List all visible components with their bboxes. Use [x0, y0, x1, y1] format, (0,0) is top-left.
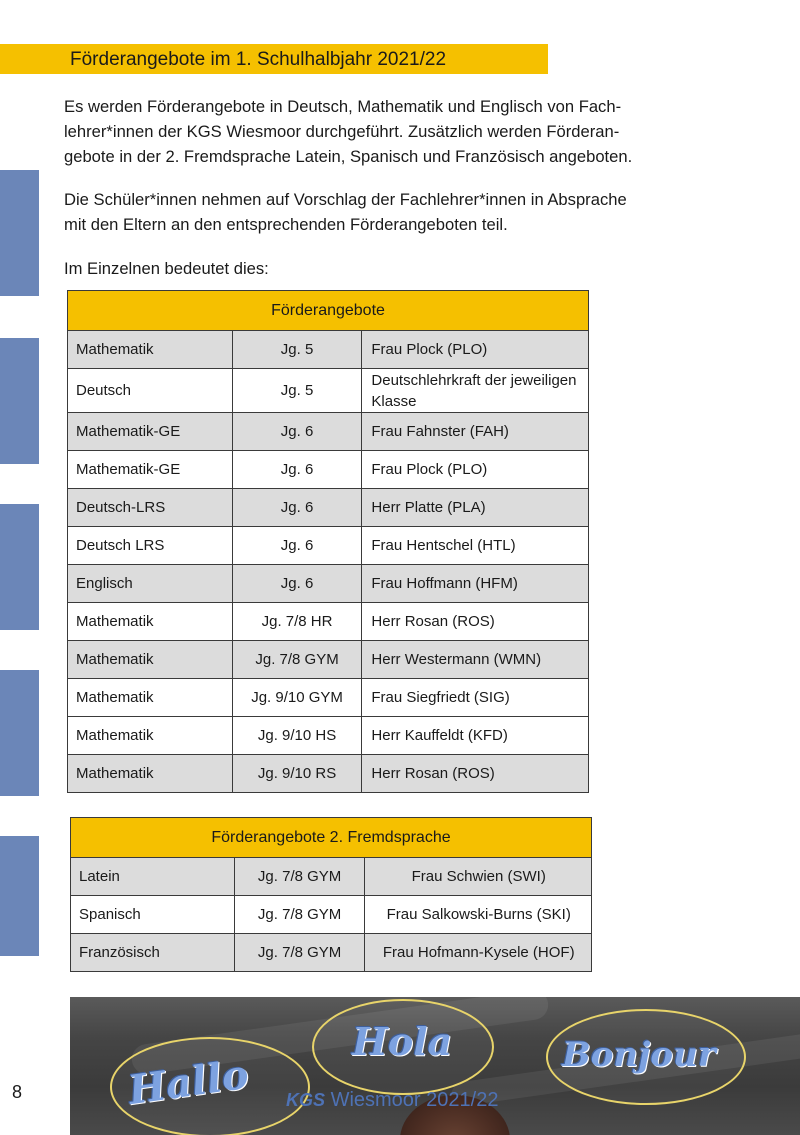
foerderangebote-table — [67, 290, 589, 793]
teacher-cell: Frau Hentschel (HTL) — [362, 527, 589, 565]
subject-cell: Mathematik — [68, 331, 233, 369]
grade-cell: Jg. 6 — [232, 413, 362, 451]
grade-cell: Jg. 6 — [232, 489, 362, 527]
table-row — [68, 331, 589, 369]
side-tab — [0, 504, 39, 630]
subject-cell: Mathematik-GE — [68, 413, 233, 451]
subject-cell: Mathematik — [68, 755, 233, 793]
grade-cell: Jg. 7/8 GYM — [234, 896, 365, 934]
intro-paragraph-2 — [64, 187, 724, 237]
teacher-cell: Frau Plock (PLO) — [362, 331, 589, 369]
subject-cell: Latein — [71, 858, 235, 896]
table-header-row — [71, 818, 592, 858]
grade-cell: Jg. 7/8 GYM — [232, 641, 362, 679]
grade-cell: Jg. 7/8 HR — [232, 603, 362, 641]
page-title: Förderangebote im 1. Schulhalbjahr 2021/22 — [0, 44, 548, 74]
teacher-cell: Frau Hofmann-Kysele (HOF) — [365, 934, 592, 972]
intro-line: mit den Eltern an den entsprechenden Förderangeboten teil. — [64, 215, 508, 234]
table-row — [68, 489, 589, 527]
intro-paragraph-1 — [64, 94, 724, 169]
teacher-cell: Frau Plock (PLO) — [362, 451, 589, 489]
subject-cell: Mathematik-GE — [68, 451, 233, 489]
side-tab — [0, 338, 39, 464]
greeting-hola: Hola — [352, 1019, 453, 1064]
grade-cell: Jg. 6 — [232, 451, 362, 489]
teacher-cell: Herr Rosan (ROS) — [362, 603, 589, 641]
brand-logo: KGS — [286, 1090, 326, 1110]
teacher-cell: Frau Schwien (SWI) — [365, 858, 592, 896]
greetings-banner — [70, 997, 800, 1135]
teacher-cell: Deutschlehrkraft der jeweiligen Klasse — [362, 369, 589, 413]
table-row — [68, 527, 589, 565]
table-row — [68, 603, 589, 641]
teacher-cell: Frau Salkowski-Burns (SKI) — [365, 896, 592, 934]
subject-cell: Deutsch-LRS — [68, 489, 233, 527]
grade-cell: Jg. 7/8 GYM — [234, 934, 365, 972]
fremdsprache-table — [70, 817, 592, 972]
intro-line: Die Schüler*innen nehmen auf Vorschlag der Fachlehrer*innen in Absprache — [64, 190, 627, 209]
intro-paragraph-3 — [64, 256, 724, 281]
teacher-cell: Herr Westermann (WMN) — [362, 641, 589, 679]
subject-cell: Deutsch — [68, 369, 233, 413]
grade-cell: Jg. 6 — [232, 565, 362, 603]
table-row — [68, 641, 589, 679]
greeting-hallo: Hallo — [125, 1050, 252, 1115]
grade-cell: Jg. 9/10 GYM — [232, 679, 362, 717]
subject-cell: Mathematik — [68, 641, 233, 679]
side-tab — [0, 170, 39, 296]
grade-cell: Jg. 6 — [232, 527, 362, 565]
table-row — [71, 858, 592, 896]
table-row — [68, 413, 589, 451]
side-tab — [0, 836, 39, 956]
brand-text: Wiesmoor 2021/22 — [330, 1089, 499, 1111]
table-heading: Förderangebote — [68, 291, 589, 331]
table-row — [68, 679, 589, 717]
teacher-cell: Frau Fahnster (FAH) — [362, 413, 589, 451]
subject-cell: Spanisch — [71, 896, 235, 934]
table-row — [68, 451, 589, 489]
table-row — [71, 896, 592, 934]
subject-cell: Mathematik — [68, 603, 233, 641]
subject-cell: Mathematik — [68, 679, 233, 717]
teacher-cell: Herr Rosan (ROS) — [362, 755, 589, 793]
teacher-cell: Herr Kauffeldt (KFD) — [362, 717, 589, 755]
subject-cell: Englisch — [68, 565, 233, 603]
grade-cell: Jg. 9/10 RS — [232, 755, 362, 793]
table-row — [68, 369, 589, 413]
teacher-cell: Frau Siegfriedt (SIG) — [362, 679, 589, 717]
grade-cell: Jg. 9/10 HS — [232, 717, 362, 755]
teacher-cell: Herr Platte (PLA) — [362, 489, 589, 527]
footer-brand — [286, 1089, 498, 1112]
table-row — [71, 934, 592, 972]
table-row — [68, 717, 589, 755]
page-number: 8 — [12, 1082, 23, 1102]
grade-cell: Jg. 7/8 GYM — [234, 858, 365, 896]
subject-cell: Französisch — [71, 934, 235, 972]
intro-line: Es werden Förderangebote in Deutsch, Mathematik und Englisch von Fach- — [64, 97, 622, 116]
table-row — [68, 565, 589, 603]
subject-cell: Mathematik — [68, 717, 233, 755]
intro-line: gebote in der 2. Fremdsprache Latein, Spanisch und Französisch angeboten. — [64, 147, 633, 166]
intro-line: lehrer*innen der KGS Wiesmoor durchgeführt. Zusätzlich werden Förderan- — [64, 122, 620, 141]
subject-cell: Deutsch LRS — [68, 527, 233, 565]
greeting-bonjour: Bonjour — [562, 1035, 716, 1075]
table-heading: Förderangebote 2. Fremdsprache — [71, 818, 592, 858]
grade-cell: Jg. 5 — [232, 331, 362, 369]
teacher-cell: Frau Hoffmann (HFM) — [362, 565, 589, 603]
grade-cell: Jg. 5 — [232, 369, 362, 413]
intro-line: Im Einzelnen bedeutet dies: — [64, 259, 269, 278]
table-header-row — [68, 291, 589, 331]
side-tab — [0, 670, 39, 796]
table-row — [68, 755, 589, 793]
